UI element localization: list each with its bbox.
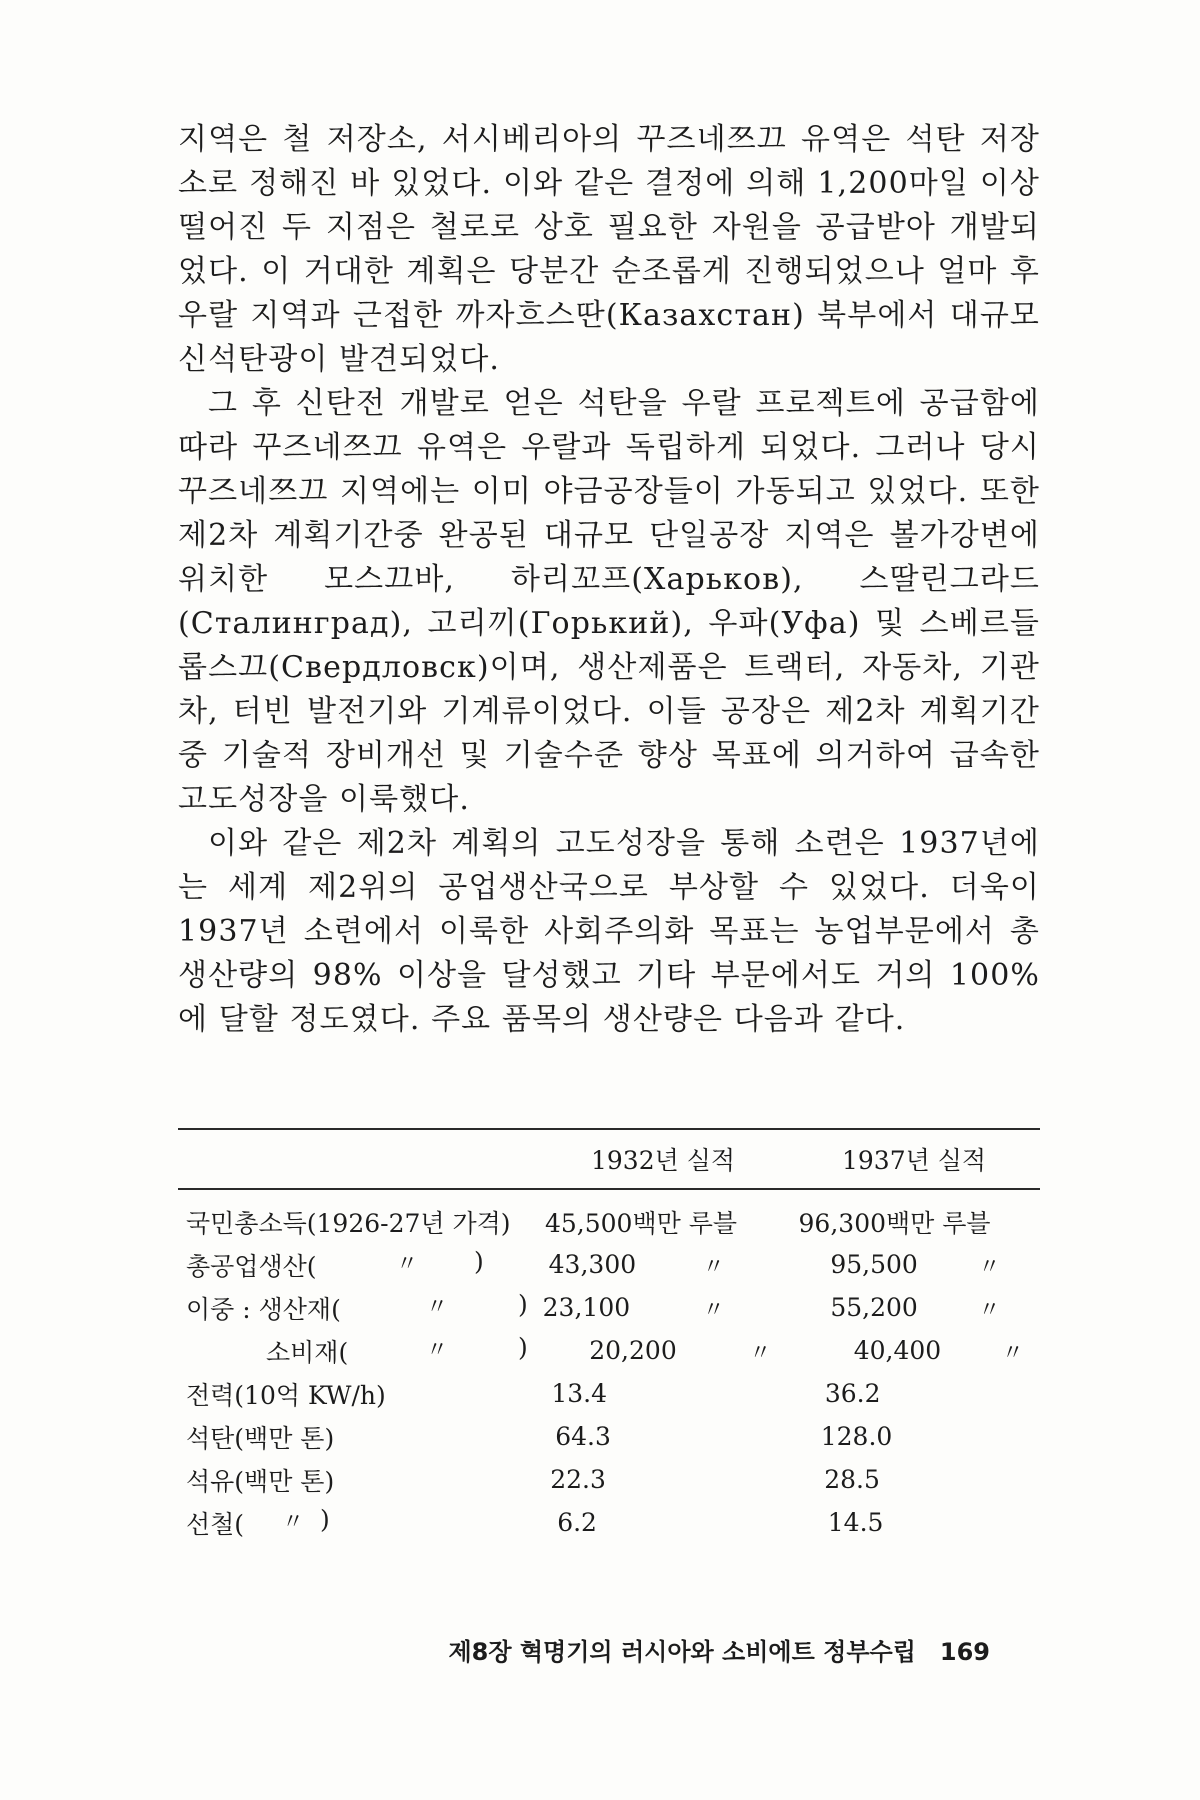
value-1937: 14.5 xyxy=(827,1508,884,1537)
paragraph-2: 그 후 신탄전 개발로 얻은 석탄을 우랄 프로젝트에 공급함에 따라 꾸즈네쯔끄 유역은 우랄과 독립하게 되었다. 그러나 당시 꾸즈네쯔끄 지역에는 이미 야금공장들이 가동되고 있었다. 또한 제2차 계획기간중 완공된 대규모 단일공장 지역은 볼가강변에 위치한 모스끄바, 하리꼬프(Харьков), 스딸린그라드(Сталинград), 고리끼(Горький), 우파(Уфа) 및 스베르들롭스끄(Свердловск)이며, 생산제품은 트랙터, 자동차, 기관차, 터빈 발전기와 기계류이었다. 이들 공장은 제2차 계획기간중 기술적 장비개선 및 기술수준 향상 목표에 의거하여 급속한 고도성장을 이룩했다. xyxy=(178,386,1040,817)
chapter-title: 제8장 혁명기의 러시아와 소비에트 정부수립 xyxy=(448,1638,916,1666)
table-row xyxy=(178,1286,1040,1329)
value-1937: 96,300백만 루블 xyxy=(798,1208,991,1238)
ditto-mark: 〃 xyxy=(426,1337,449,1363)
ditto-mark: 〃 xyxy=(978,1255,1001,1280)
value-1932: 45,500백만 루블 xyxy=(544,1208,737,1238)
value-1932: 23,100 xyxy=(542,1293,631,1322)
paragraph-1: 지역은 철 저장소, 서시베리아의 꾸즈네쯔끄 유역은 석탄 저장소로 정해진 바 있었다. 이와 같은 결정에 의해 1,200마일 이상 떨어진 두 지점은 철로로 상호 필요한 자원을 공급받아 개발되었다. 이 거대한 계획은 당분간 순조롭게 진행되었으나 얼마 후 우랄 지역과 근접한 까자흐스딴(Казахстан) 북부에서 대규모 신석탄광이 발견되었다. xyxy=(178,122,1040,377)
table-row xyxy=(178,1415,1040,1458)
value-1937: 55,200 xyxy=(830,1293,918,1322)
body-text xyxy=(178,118,1040,1042)
row-label-close: ) xyxy=(518,1332,528,1362)
value-1937: 28.5 xyxy=(824,1465,880,1494)
ditto-mark: 〃 xyxy=(749,1341,772,1366)
row-label: 석유(백만 톤) xyxy=(186,1466,335,1496)
table-body xyxy=(178,1190,1040,1544)
value-1932: 22.3 xyxy=(550,1465,606,1494)
row-label: 이중 : 생산재( xyxy=(186,1294,341,1324)
row-label-close: ) xyxy=(320,1504,330,1534)
page-footer xyxy=(0,1632,990,1667)
ditto-mark: 〃 xyxy=(702,1255,725,1280)
table-row xyxy=(178,1329,1040,1372)
ditto-mark: 〃 xyxy=(396,1251,419,1277)
value-1937: 95,500 xyxy=(830,1250,918,1279)
value-1937: 40,400 xyxy=(853,1336,942,1365)
production-table xyxy=(178,1128,1040,1544)
table-row xyxy=(178,1372,1040,1415)
row-label-close: ) xyxy=(518,1289,528,1319)
value-1932: 20,200 xyxy=(589,1336,677,1365)
paragraph-3: 이와 같은 제2차 계획의 고도성장을 통해 소련은 1937년에는 세계 제2위의 공업생산국으로 부상할 수 있었다. 더욱이 1937년 소련에서 이룩한 사회주의화 목표는 농업부문에서 총생산량의 98% 이상을 달성했고 기타 부문에서도 거의 100%에 달할 정도였다. 주요 품목의 생산량은 다음과 같다. xyxy=(178,826,1040,1037)
row-label: 선철( xyxy=(186,1509,245,1539)
header-1932: 1932년 실적 xyxy=(590,1146,736,1175)
table-header-row xyxy=(178,1130,1040,1188)
row-label-close: ) xyxy=(474,1246,484,1276)
ditto-mark: 〃 xyxy=(702,1298,725,1323)
value-1937: 36.2 xyxy=(824,1379,881,1408)
row-label: 전력(10억 KW/h) xyxy=(186,1380,386,1410)
table-row xyxy=(178,1501,1040,1544)
value-1932: 6.2 xyxy=(557,1508,597,1537)
value-1932: 64.3 xyxy=(555,1422,611,1451)
value-1932: 13.4 xyxy=(551,1379,608,1408)
table-row xyxy=(178,1458,1040,1501)
table-row xyxy=(178,1243,1040,1286)
ditto-mark: 〃 xyxy=(1001,1341,1024,1366)
ditto-mark: 〃 xyxy=(426,1294,449,1320)
ditto-mark: 〃 xyxy=(282,1509,305,1535)
table-row xyxy=(178,1200,1040,1243)
value-1937: 128.0 xyxy=(820,1422,893,1451)
row-label: 소비재( xyxy=(266,1337,349,1367)
row-label: 국민총소득(1926-27년 가격) xyxy=(186,1208,511,1238)
header-1937: 1937년 실적 xyxy=(841,1146,987,1175)
page-number: 169 xyxy=(939,1638,990,1666)
row-label: 총공업생산( xyxy=(186,1251,317,1281)
row-label: 석탄(백만 톤) xyxy=(186,1423,335,1453)
ditto-mark: 〃 xyxy=(978,1298,1001,1323)
value-1932: 43,300 xyxy=(548,1250,637,1279)
